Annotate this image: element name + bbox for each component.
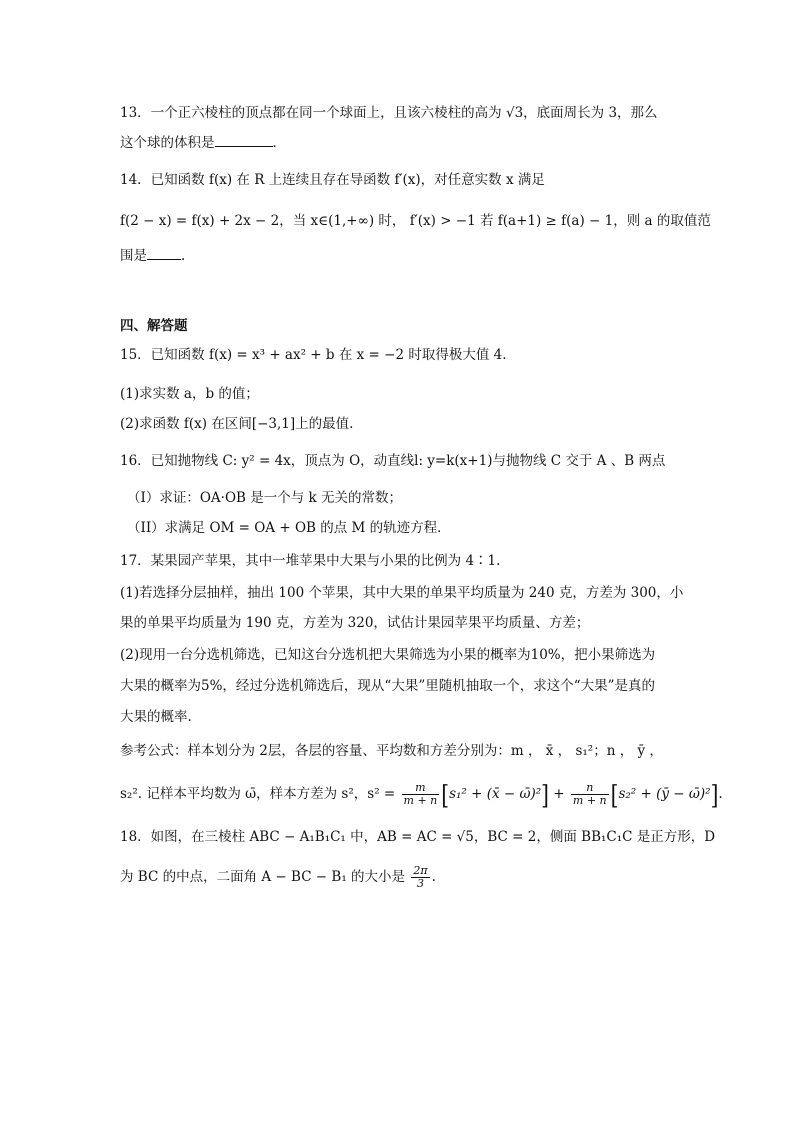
q17-formula-line: s₂². 记样本平均数为 ω̄，样本方差为 s²，s² = $\frac{m}{m + n}$ [s₁² + (x̄ − ω̄)²] + $\frac{n}{m + n}$ [s₂² + (ȳ − ω̄)²]. — [120, 778, 723, 811]
answer-blank — [147, 247, 181, 260]
q14-line3: 围是 . — [120, 248, 186, 264]
fraction-2pi-3: $\frac{2\pi}{3}$ — [413, 864, 428, 890]
q17-line1: 17．某果园产苹果，其中一堆苹果中大果与小果的比例为 4∶1. — [120, 553, 501, 569]
q13-line1: 13．一个正六棱柱的顶点都在同一个球面上，且该六棱柱的高为 √3，底面周长为 3，那么 — [120, 105, 658, 121]
q13-line2-text: 这个球的体积是 — [120, 135, 215, 151]
q16-line3: （II）求满足 OM = OA + OB 的点 M 的轨迹方程． — [127, 520, 451, 536]
q14-line1: 14．已知函数 f(x) 在 R 上连续且存在导函数 f′(x)，对任意实数 x 满足 — [120, 172, 545, 188]
q13-line2: 这个球的体积是 ． — [120, 135, 286, 151]
q17-line7: 参考公式：样本划分为 2层，各层的容量、平均数和方差分别为：m ， x̄ ， s₁²；n ， ȳ ， — [120, 743, 663, 759]
q18-line1: 18．如图，在三棱柱 ABC − A₁B₁C₁ 中，AB = AC = √5，BC = 2，侧面 BB₁C₁C 是正方形，D — [120, 829, 716, 845]
q15-line2: (1)求实数 a，b 的值； — [120, 386, 259, 402]
q14-line3-text: 围是 — [120, 248, 147, 264]
answer-blank — [215, 134, 273, 147]
q16-line1: 16．已知抛物线 C: y² = 4x，顶点为 O，动直线l: y=k(x+1)与抛物线 C 交于 A 、B 两点 — [120, 453, 666, 469]
bracket-term-2: s₂² + (ȳ − ω̄)² — [618, 786, 711, 802]
q16-line2: （I）求证：OA·OB 是一个与 k 无关的常数； — [127, 490, 402, 506]
q17-line6: 大果的概率. — [120, 709, 192, 725]
formula-prefix: s₂². 记样本平均数为 ω̄，样本方差为 s²，s² = — [120, 786, 396, 802]
section-title: 四、解答题 — [120, 318, 188, 334]
q15-line3: (2)求函数 f(x) 在区间[−3,1]上的最值. — [120, 416, 354, 432]
q18-line2: 为 BC 的中点，二面角 A − BC − B₁ 的大小是 $\frac{2\pi}{3}$ . — [120, 864, 436, 890]
fraction-n: $\frac{n}{m + n}$ — [572, 781, 607, 807]
q15-line1: 15．已知函数 f(x) = x³ + ax² + b 在 x = −2 时取得极大值 4. — [120, 347, 507, 363]
q18-line2-text: 为 BC 的中点，二面角 A − BC − B₁ 的大小是 — [120, 869, 406, 885]
q17-line5: 大果的概率为5%，经过分选机筛选后，现从“大果”里随机抽取一个，求这个“大果”是真的 — [120, 678, 656, 694]
q17-line4: (2)现用一台分选机筛选，已知这台分选机把大果筛选为小果的概率为10%，把小果筛选为 — [120, 647, 656, 663]
plus-sign: + — [553, 786, 565, 802]
q17-line2: (1)若选择分层抽样，抽出 100 个苹果，其中大果的单果平均质量为 240 克，方差为 300，小 — [120, 585, 684, 601]
fraction-m: $\frac{m}{m + n}$ — [403, 781, 438, 807]
q14-line2: f(2 − x) = f(x) + 2x − 2，当 x∈(1,+∞) 时， f′(x) > −1 若 f(a+1) ≥ f(a) − 1，则 a 的取值范 — [120, 213, 711, 229]
bracket-term-1: s₁² + (x̄ − ω̄)² — [449, 786, 542, 802]
q17-line3: 果的单果平均质量为 190 克，方差为 320，试估计果园苹果平均质量、方差； — [120, 615, 590, 631]
